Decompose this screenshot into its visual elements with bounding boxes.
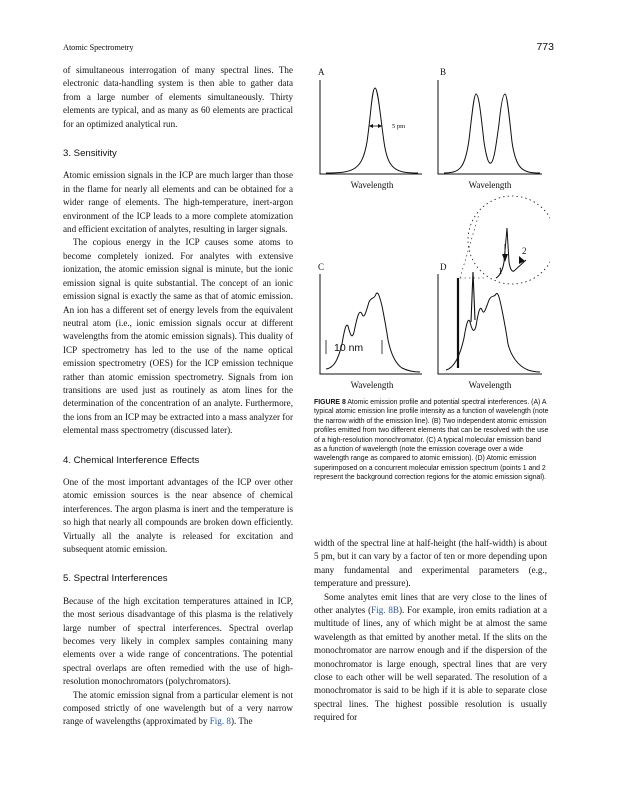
- band-label: 10 nm: [334, 342, 364, 354]
- right-column: [314, 537, 547, 725]
- panel-a-emission-line: [326, 88, 418, 173]
- panel-d-atomic-emission-spike: [471, 272, 475, 322]
- panel-d-molecular-band: [446, 293, 540, 372]
- panel-d-zoom-line-1: [460, 214, 479, 278]
- caption-label: FIGURE 8: [314, 399, 346, 406]
- section-3-heading: 3. Sensitivity: [63, 148, 117, 160]
- panel-d-xlabel: Wavelength: [468, 380, 512, 390]
- figure-8-drawing: [314, 64, 550, 394]
- halfwidth-label: 5 pm: [392, 123, 406, 130]
- panel-b-label: B: [440, 67, 447, 77]
- section-5-heading: 5. Spectral Interferences: [63, 573, 168, 585]
- panel-a-label: A: [318, 67, 325, 77]
- sensitivity-paragraph-2: The copious energy in the ICP causes some atoms to become completely ionized. For analytes with extensive ionization, the atomic emission signal is minute, but the ionic emission signal is quite substantial. The concept of an ionic emission signal is exactly the same as that of atomic emission. An ion has a different set of energy levels from the equivalent neutral atom (i.e., ionic emission signals occur at different wavelengths from the atomic emission signals). This duality of ICP spectrometry has led to the use of the name optical emission spectrometry (OES) for the ICP emission technique rather than atomic emission spectrometry. Signals from ion transitions are used just as routinely as atom lines for the determination of the concentration of an analyte. Furthermore, the ions from an ICP may be extracted into a mass analyzer for elemental mass spectrometry (discussed later).: [63, 237, 293, 436]
- panel-c-molecular-band: [326, 293, 420, 372]
- chemical-interference-paragraph: One of the most important advantages of the ICP over other atomic emission sources is the near absence of chemical interferences. The argon plasma is inert and the temperature is so high that nearly all compounds are broken down efficiently. Virtually all the analyte is released for excitation and subsequent atomic emission.: [63, 476, 293, 554]
- close-lines-text-b: ). For example, iron emits radiation at a multitude of lines, any of which might be at almost the same wavelength as that emitted by another metal. If the slits on the monochromator are narrow enough and if the dispersion of the monochromator is large enough, spectral lines that are very close to each other will be well separated. The resolution of a monochromator is said to be high if it is able to separate close spectral lines. The highest possible resolution is usually required for: [314, 605, 548, 723]
- panel-d-axes: [438, 274, 542, 374]
- spectral-interference-paragraph-2: [63, 689, 293, 729]
- point2-arrow: [519, 256, 525, 264]
- panel-d-label: D: [440, 262, 447, 272]
- figure-8b-link[interactable]: Fig. 8B: [371, 605, 399, 616]
- spectral-text-a: The atomic emission signal from a particular element is not composed strictly of one wavelength but of a very narrow range of wavelengths (approximated by: [63, 689, 293, 727]
- figure-8-caption: [314, 398, 550, 483]
- close-lines-text-a: Some analytes emit lines that are very close to the lines of other analytes (: [314, 591, 547, 616]
- point1-label: 1: [498, 266, 503, 276]
- panel-c-axes: [320, 274, 422, 374]
- left-column: [63, 64, 293, 729]
- page-number: 773: [536, 41, 554, 53]
- panel-c-xlabel: Wavelength: [350, 380, 394, 390]
- panel-d-zoom-circle: [468, 196, 550, 284]
- panel-b-xlabel: Wavelength: [468, 180, 512, 190]
- figure-8-link[interactable]: Fig. 8: [209, 716, 231, 727]
- panel-b-emission-lines: [444, 94, 540, 173]
- intro-paragraph: of simultaneous interrogation of many spectral lines. The electronic data-handling system is then able to gather data from a large number of elements simultaneously. Thirty elements are typical, and as many as 60 elements are practical for an optimized analytical run.: [63, 65, 293, 129]
- running-title: Atomic Spectrometry: [63, 43, 134, 52]
- close-lines-paragraph: [314, 591, 547, 725]
- point2-label: 2: [522, 246, 527, 256]
- spectral-interference-paragraph-1: Because of the high excitation temperatures attained in ICP, the most serious disadvantage of this plasma is the relatively large number of spectral interferences. Spectral overlap becomes very likely in complex samples containing many elements over a wide range of concentrations. The potential spectral overlaps are often remedied with the use of high-resolution monochromators (polychromators).: [63, 595, 293, 687]
- half-width-paragraph: width of the spectral line at half-height (the half-width) is about 5 pm, but it can vary by a factor of ten or more depending upon many fundamental and experimental parameters (e.g., temperature and pressure).: [314, 538, 547, 589]
- section-4-heading: 4. Chemical Interference Effects: [63, 454, 200, 466]
- panel-b-axes: [438, 80, 542, 174]
- figure-8: [314, 64, 550, 394]
- caption-text: Atomic emission profile and potential spectral interferences. (A) A typical atomic emission line profile intensity as a function of wavelength (note the narrow width of the emission line). (B) Two independent atomic emission profiles emitted from two different elements that can be resolved with the use of a high-resolution monochromator. (C) A typical molecular emission band as a function of wavelength (note the emission coverage over a wide wavelength range as compared to atomic emission). (D) Atomic emission superimposed on a concurrent molecular emission spectrum (points 1 and 2 represent the background correction regions for the atomic emission signal).: [314, 399, 549, 482]
- spectral-text-b: ). The: [230, 716, 253, 727]
- panel-c-label: C: [318, 262, 325, 272]
- sensitivity-paragraph-1: Atomic emission signals in the ICP are much larger than those in the flame for nearly all elements and can be obtained for a wider range of elements. The high-temperature, inert-argon environment of the ICP leads to a more complete atomization and efficient excitation of analytes, resulting in larger signals.: [63, 170, 293, 235]
- panel-a-xlabel: Wavelength: [350, 180, 394, 190]
